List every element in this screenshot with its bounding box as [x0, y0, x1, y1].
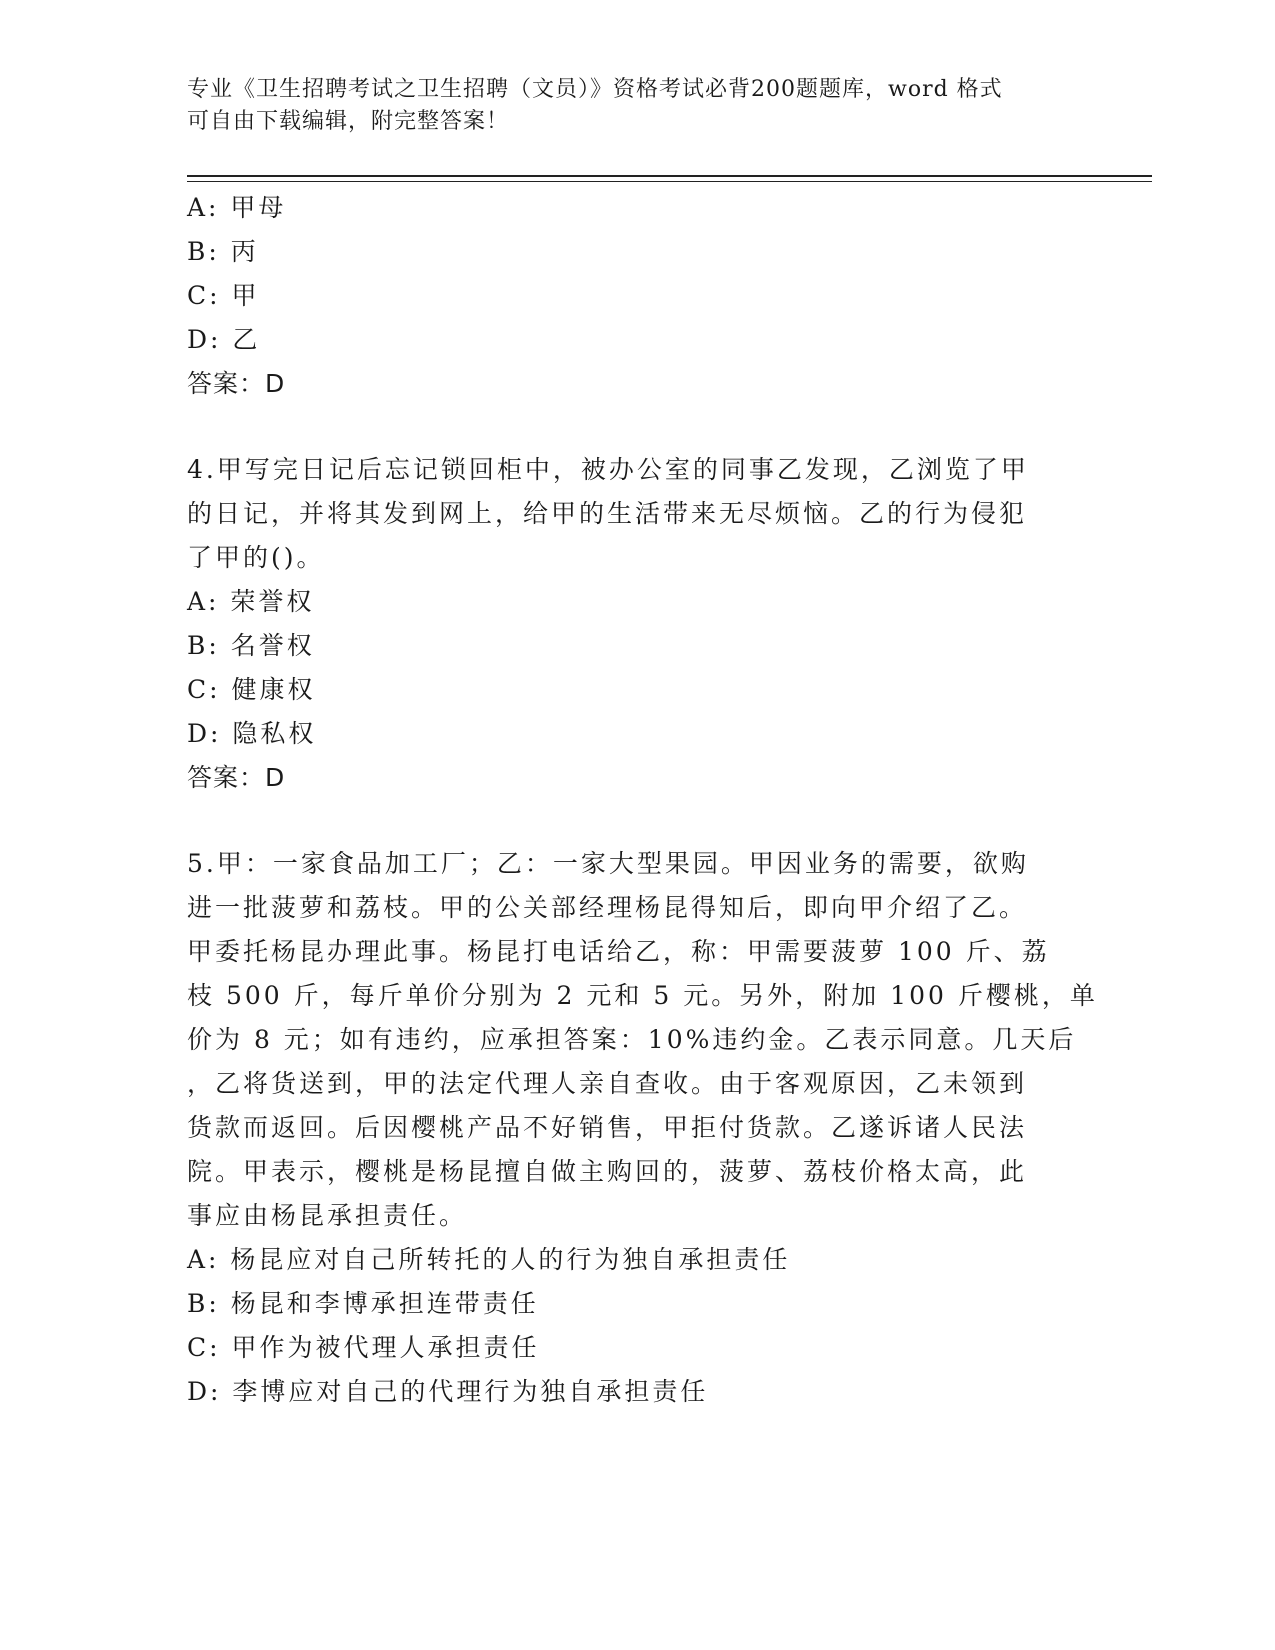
- q5-stem-line-1: 5.甲：一家食品加工厂；乙：一家大型果园。甲因业务的需要，欲购: [187, 849, 1029, 878]
- q3-option-d: D: 乙: [187, 325, 261, 354]
- q3-option-c: C: 甲: [187, 281, 260, 310]
- q4-stem-line-2: 的日记，并将其发到网上，给甲的生活带来无尽烦恼。乙的行为侵犯: [187, 499, 1028, 528]
- q4-option-c: C: 健康权: [187, 675, 316, 704]
- header-rule-thick: [187, 175, 1152, 177]
- q5-stem-line-4: 枝 500 斤，每斤单价分别为 2 元和 5 元。另外，附加 100 斤樱桃，单: [187, 981, 1098, 1010]
- q5-stem-line-9: 事应由杨昆承担责任。: [187, 1201, 468, 1230]
- q5-stem-line-7: 货款而返回。后因樱桃产品不好销售，甲拒付货款。乙遂诉诸人民法: [187, 1113, 1028, 1142]
- q5-stem-line-8: 院。甲表示，樱桃是杨昆擅自做主购回的，菠萝、荔枝价格太高，此: [187, 1157, 1028, 1186]
- q5-stem-line-6: ，乙将货送到，甲的法定代理人亲自查收。由于客观原因，乙未领到: [187, 1069, 1028, 1098]
- q4-stem-line-3: 了甲的()。: [187, 543, 325, 572]
- q3-answer: 答案：D: [187, 369, 286, 398]
- q4-stem-line-1: 4.甲写完日记后忘记锁回柜中，被办公室的同事乙发现，乙浏览了甲: [187, 455, 1029, 484]
- q3-option-a: A: 甲母: [187, 193, 287, 222]
- q5-stem-line-3: 甲委托杨昆办理此事。杨昆打电话给乙，称：甲需要菠萝 100 斤、荔: [187, 937, 1050, 966]
- q5-option-c: C: 甲作为被代理人承担责任: [187, 1333, 540, 1362]
- q4-option-d: D: 隐私权: [187, 719, 317, 748]
- q4-option-a: A: 荣誉权: [187, 587, 315, 616]
- document-header: [187, 74, 1067, 138]
- q3-option-b: B: 丙: [187, 237, 259, 266]
- q5-option-b: B: 杨昆和李博承担连带责任: [187, 1289, 539, 1318]
- header-line-2: 可自由下载编辑，附完整答案！: [187, 109, 510, 134]
- q4-answer: 答案：D: [187, 763, 286, 792]
- q5-stem-line-2: 进一批菠萝和荔枝。甲的公关部经理杨昆得知后，即向甲介绍了乙。: [187, 893, 1028, 922]
- q5-option-a: A: 杨昆应对自己所转托的人的行为独自承担责任: [187, 1245, 791, 1274]
- header-line-1: 专业《卫生招聘考试之卫生招聘（文员）》资格考试必背200题题库，word 格式: [187, 77, 1003, 102]
- q5-stem-line-5: 价为 8 元；如有违约，应承担答案：10%违约金。乙表示同意。几天后: [187, 1025, 1077, 1054]
- q5-option-d: D: 李博应对自己的代理行为独自承担责任: [187, 1377, 709, 1406]
- q4-option-b: B: 名誉权: [187, 631, 315, 660]
- header-rule-thin: [187, 181, 1152, 182]
